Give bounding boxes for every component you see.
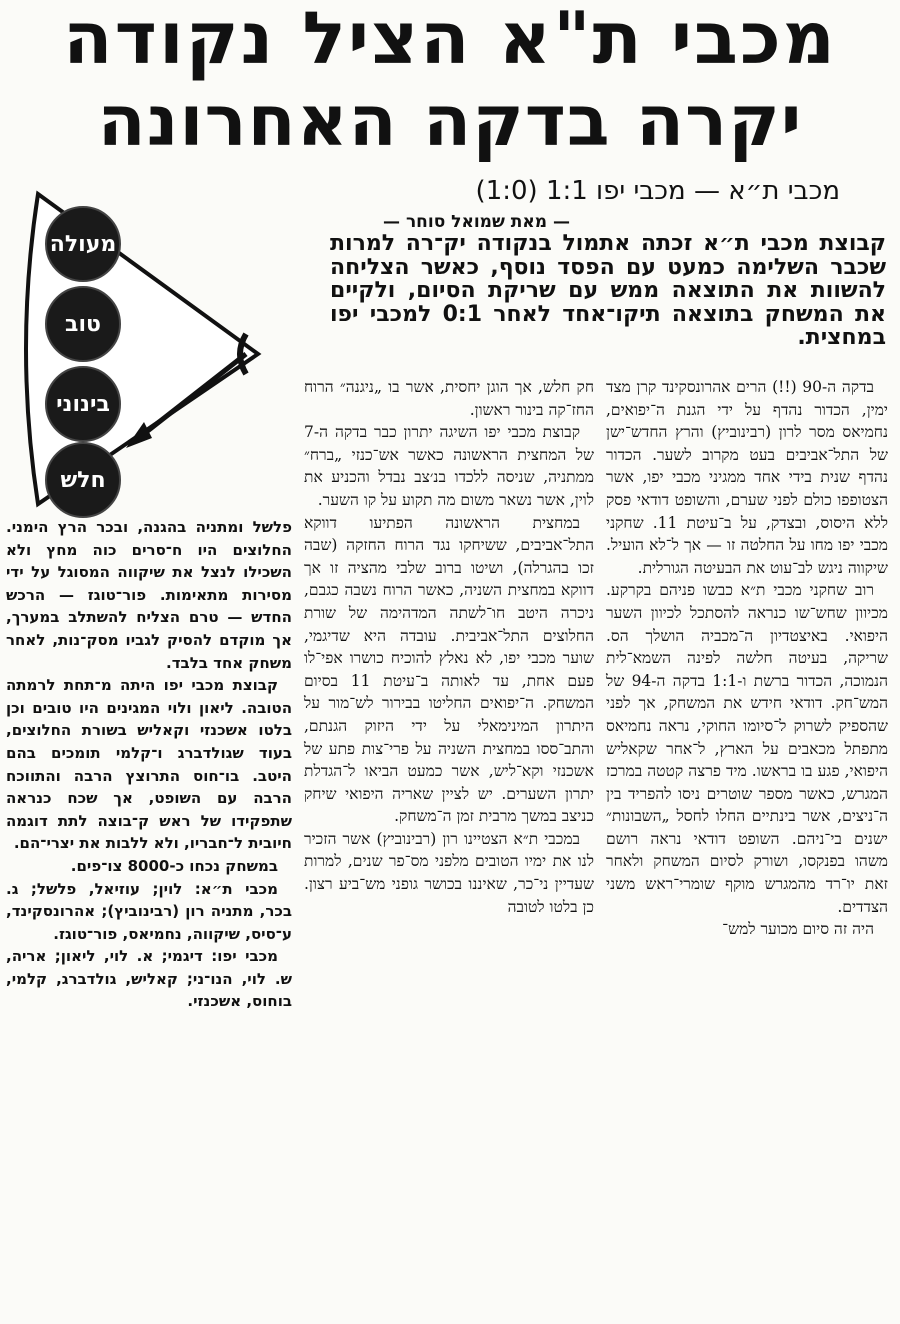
byline: — מאת שמואל סוחר — [383, 212, 570, 232]
paragraph: היה זה סיום מכוער למש־ [722, 920, 874, 939]
paragraph: רוב שחקני מכבי ת״א כבשו פניהם בקרקע. מכיוון שחש־שו כנראה להסתכל לכיוון השער היפואי. באיצטדיון ה־מכביה הושלך הס. שריקה, בעיטה חלשה לפינה השמא־לית הנמוכה, הכדור ברשת ו-1:1 בדקה ה-94 של המש־חק. דודאי חידש את המשחק, אך לפני שהספיק לשרוק ל־סיומו החוקי, נראה נחמיאס מתפתל מכאבים על הארץ, ל־אחר שקאליש היפואי, פגע בו בראשו. מיד פרצה קטטה במרכז המגרש, כאשר מספר שוטרים ניסו להפריד בין ה־ניצים, אשר בינתיים החלו לחסל „השבונות״ ישנים בי־ניהם. השופט דודאי נראה רושם משהו בפנקסו, ושורק לסיום המשחק ולאחר זאת יו־רד מהמגרש מוקף שומרי־ראש משני הצדדים. [606, 581, 888, 916]
paragraph: קבוצת מכבי יפו השיגה יתרון כבר בדקה ה-7 של המחצית הראשונה כאשר אש־כנזי „ברח״ ממתניה, שניסה ללכדו בנ׳צב נבדל והכניע את לוין, אשר נשאר משום מה תקוע על קו השער. [304, 423, 594, 509]
paragraph: קבוצת מכבי יפו היתה מ־תחת לרמתה הטובה. ליאון ולוי המגינים היו טובים וכן בלטו אשכנזי וקאליש בשורת החלוצים, בעוד שגולדברג ו־קלמי תומכים בהם היטב. בו־חוס התרוצץ הרבה והתווכח הרבה עם השופט, אך שכח כנראה שתפקידו של ראש ק־בוצה לתת דוגמה חיובית ל־חבריו, ולא ללבות את יצרי־הם. [6, 676, 292, 853]
paragraph: חק חלש, אך הוגן יחסית, אשר בו „ניגנה״ הרוח החז־קה בינור ראשון. [304, 378, 594, 419]
rating-average: בינוני [45, 366, 121, 442]
rating-excellent: מעולה [45, 206, 121, 282]
paragraph: בדקה ה-90 (!!) הרים אהרונסקינד קרן מצד ימין, הכדור נהדף על ידי הגנת ה־יפואים, נחמיאס מסר לרון (רבינוביץ) והרץ החדש־ישן של התל־אביבים בעט מקרוב לשער. הכדור נהדף שנית בידי אחד ממגיני מכבי יפו, אשר הצטופפו כולם לפני שערם, והשופט דודאי פסק ללא היסוס, ובצדק, על ב־עיטת 11. שחקני מכבי יפו מחו על החלטה זו — אך ל־לא הועיל. שיקווה ניגש לב־עוט את הבעיטה הגורלית. [606, 378, 888, 577]
rating-weak: חלש [45, 442, 121, 518]
article-column-right [606, 376, 888, 941]
paragraph: במכבי ת״א הצטיינו רון (רבינוביץ) אשר הזכיר לנו את ימיו הטובים מלפני מס־פר שנים, למרות שעדיין ני־כר, שאיננו בכושר גופני מש־ביע רצון. כן בלטו לטובה [304, 829, 594, 916]
lineup-tel-aviv: מכבי ת״א: לוין; עוזיאל, פלשל; ג. בכר, מתניה רון (רבינוביץ); אהרונסקינד, ע־סיס, שיקווה, נחמיאס, פור־טוגז. [6, 879, 292, 943]
article-column-middle [304, 376, 594, 918]
paragraph: במשחק נכחו כ-8000 צו־פים. [70, 856, 278, 875]
lineup-jaffa: מכבי יפו: דיגמי; א. לוי, ליאון; אריה, ש. לוי, הנו־ני; קאליש, גולדברג, קלמי, בוחוס, אשכנזי. [6, 947, 292, 1011]
paragraph: פלשל ומתניה בהגנה, ובכר הרץ הימני. החלוצים היו ח־סרים כוה מחץ ולא השכילו לנצל את שיקווה המסוגל על ידי מסירות מתאימות. פור־טוגז — הרכש החדש — טרם הצליח להשתלב במערך, אך מוקדם להסיק לגביו מסק־נות, לאחר משחק אחד בלבד. [6, 518, 292, 672]
headline-line-2: יקרה בדקה האחרונה [97, 80, 803, 162]
rating-meter [8, 186, 270, 510]
paragraph: במחצית הראשונה הפתיעו דווקא התל־אביבים, ששיחקו נגד הרוח החזקה (שבה זכו בהגרלה), ושיטו ברוב שלבי מהציה זו אך דווקא במחצית השניה, כאשר הרוח נשבה כגבם, ניכרה היטב חו־לשתה המדהימה של שורת החלוצים התל־אביבית. עובדה היא שדיגמי, שוער מכבי יפו, לא נאלץ להוכיח כושרו אפי־לו פעם אחת, עד לאותה ב־עיטת 11 בסיום המשחק. ה־יפואים החליטו בבירור לש־מור על היתרון המינימאלי על ידי היזוק הגנתם, והתב־ססו במחצית השניה על פרי־צות פתע של אשכנזי וקא־ליש, אשר כמעט הביאו ל־הגדלת יתרון השערים. יש לציין שאריה היפואי שיחק כניצב במשך מרבית זמן ה־משחק. [304, 513, 594, 826]
score-line: מכבי ת״א — מכבי יפו 1:1 (1:0) [475, 176, 840, 206]
rating-good: טוב [45, 286, 121, 362]
headline-line-1: מכבי ת"א הציל נקודה [63, 0, 837, 80]
article-column-left [6, 516, 292, 1013]
lead-paragraph: קבוצת מכבי ת״א זכתה אתמול בנקודה יק־רה למרות שכבר השלימה כמעט עם הפסד נוסף, כאשר הצליחה להשוות את התוצאה ממש עם שריקת הסיום, ולקיים את המשחק בתוצאה תיקו־אחד לאחר 0:1 למכבי יפו במחצית. [330, 231, 887, 350]
